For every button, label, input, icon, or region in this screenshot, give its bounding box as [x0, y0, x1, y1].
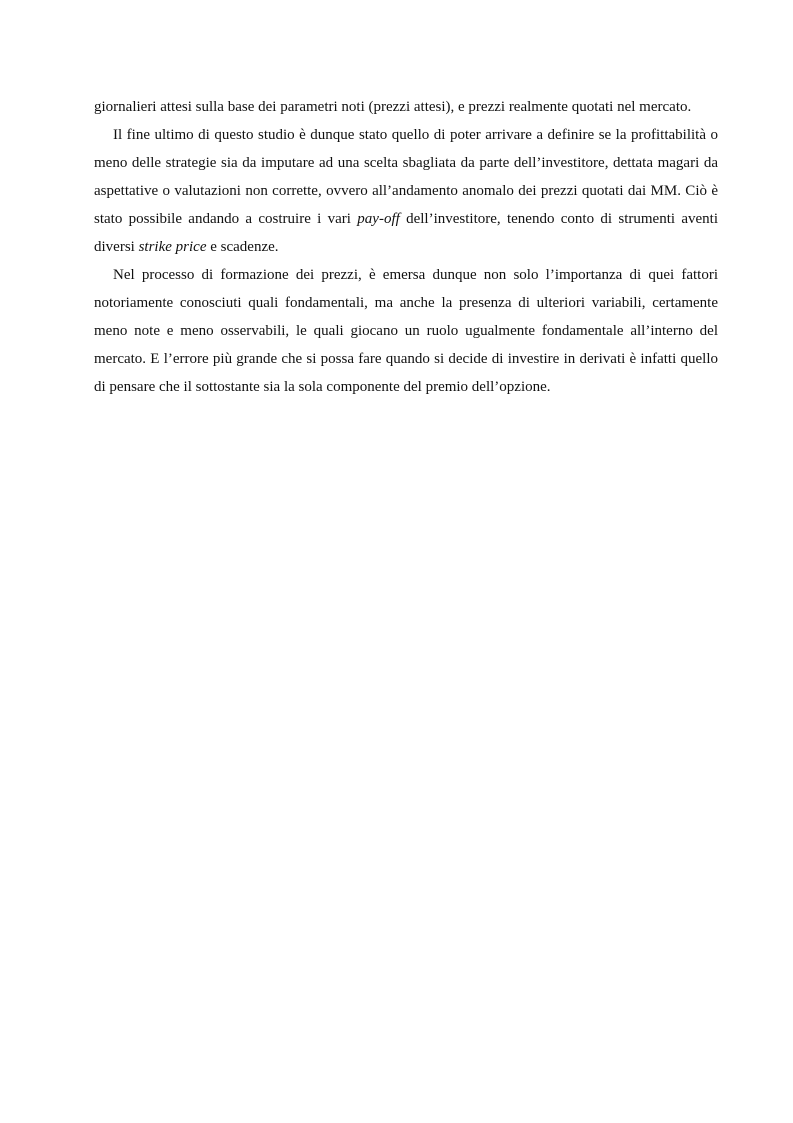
paragraph-2-run-3: dell’investitore, tenendo conto di strumenti aventi diversi [94, 211, 719, 255]
paragraph-2-run-1: Il fine ultimo di questo studio è dunque stato quello di poter arrivare a definire se la profittabilità o meno delle strategie sia da imputare ad una scelta sbagliata da parte dell’investitore, dettata magari da aspettative o valutazioni non corrette, ovvero all’andamento anomalo dei prezzi quotati dai MM. Ciò è stato possibile andando a costruire i vari [94, 127, 718, 227]
paragraph-3 [94, 261, 718, 401]
paragraph-1 [94, 93, 718, 121]
paragraph-2-italic-pay-off: pay-off [357, 211, 400, 227]
paragraph-1-text: giornalieri attesi sulla base dei parametri noti (prezzi attesi), e prezzi realmente quotati nel mercato. [94, 99, 692, 115]
paragraph-2-run-5: e scadenze. [206, 239, 279, 255]
paragraph-2 [94, 121, 718, 261]
paragraph-2-italic-strike-price: strike price [138, 239, 207, 255]
body-text [94, 93, 718, 401]
paragraph-3-text: Nel processo di formazione dei prezzi, è emersa dunque non solo l’importanza di quei fattori notoriamente conosciuti quali fondamentali, ma anche la presenza di ulteriori variabili, certamente meno note e meno osservabili, le quali giocano un ruolo ugualmente fondamentale all’interno del mercato. E l’errore più grande che si possa fare quando si decide di investire in derivati è infatti quello di pensare che il sottostante sia la sola componente del premio dell’opzione. [94, 267, 718, 395]
